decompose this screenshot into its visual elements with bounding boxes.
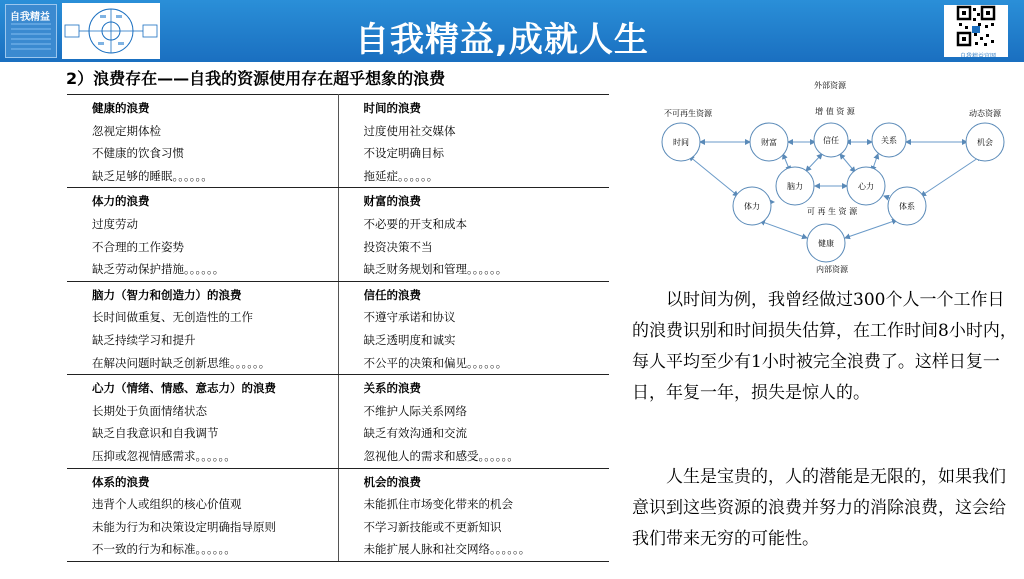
waste-item: 未能扩展人脉和社交网络。。。。。。 (363, 542, 531, 557)
waste-item: 不维护人际关系网络 (363, 403, 467, 418)
node-health-label: 健康 (818, 239, 834, 248)
header-banner (0, 0, 1024, 62)
table-cell (67, 281, 338, 374)
waste-category-title: 体系的浪费 (92, 474, 150, 489)
table-cell (338, 375, 609, 468)
book-cover-pattern (11, 23, 51, 51)
node-opportunity-label: 机会 (977, 138, 993, 147)
table-cell (67, 188, 338, 281)
waste-item: 不合理的工作姿势 (92, 239, 184, 254)
table-cell (67, 375, 338, 468)
waste-item: 不必要的开支和成本 (363, 216, 467, 231)
qr-code-caption: 自我精益官网 (959, 53, 996, 60)
node-time-label: 时间 (673, 138, 689, 147)
waste-item: 忽视他人的需求和感受。。。。。。 (363, 448, 519, 463)
waste-item: 在解决问题时缺乏创新思维。。。。。。 (92, 355, 271, 370)
table-row (67, 281, 609, 374)
waste-item: 投资决策不当 (363, 239, 433, 254)
waste-category-title: 信任的浪费 (363, 287, 421, 302)
waste-category-title: 心力（情绪、情感、意志力）的浪费 (92, 381, 276, 396)
waste-item: 过度劳动 (92, 216, 138, 231)
table-cell (338, 281, 609, 374)
waste-item: 缺乏透明度和诚实 (363, 332, 456, 347)
node-body-label: 体力 (744, 202, 760, 211)
waste-category-title: 财富的浪费 (363, 194, 421, 209)
waste-item: 缺乏持续学习和提升 (92, 332, 196, 347)
waste-item: 不设定明确目标 (363, 146, 444, 161)
qr-code-icon (944, 5, 1008, 57)
table-row (67, 95, 609, 188)
waste-item: 违背个人或组织的核心价值观 (92, 497, 242, 512)
dynamic-resources-label: 动态资源 (969, 109, 1001, 118)
waste-item: 拖延症。。。。。。 (363, 168, 439, 183)
section-title: 2）浪费存在——自我的资源使用存在超乎想象的浪费 (66, 69, 446, 88)
table-cell (338, 95, 609, 188)
waste-category-title: 脑力（智力和创造力）的浪费 (92, 287, 242, 302)
waste-item: 缺乏足够的睡眠。。。。。。 (92, 168, 213, 183)
external-resources-label: 外部资源 (814, 81, 846, 90)
waste-item: 缺乏财务规划和管理。。。。。。 (363, 262, 508, 277)
waste-item: 缺乏自我意识和自我调节 (92, 426, 219, 441)
table-cell (67, 468, 338, 561)
paragraph-time-example: 以时间为例，我曾经做过300个人一个工作日的浪费识别和时间损失估算，在工作时间8小时内，每人平均至少有1小时被完全浪费了。这样日复一日，年复一年，损失是惊人的。 (632, 290, 1017, 403)
renewable-resources-label: 可 再 生 资 源 (806, 207, 858, 216)
waste-item: 缺乏有效沟通和交流 (363, 426, 467, 441)
book-cover-title: 自我精益 (10, 12, 50, 23)
internal-resources-label: 内部资源 (816, 265, 848, 274)
mindmap-thumbnail (62, 3, 160, 59)
node-heart-label: 心力 (858, 182, 874, 191)
waste-item: 不一致的行为和标准。。。。。。 (92, 542, 236, 557)
node-system-label: 体系 (899, 202, 915, 211)
waste-category-title: 健康的浪费 (92, 101, 150, 115)
waste-item: 压抑或忽视情感需求。。。。。。 (92, 448, 236, 463)
waste-item: 缺乏劳动保护措施。。。。。。 (92, 262, 225, 277)
waste-item: 未能为行为和决策设定明确指导原则 (92, 519, 276, 534)
waste-item: 不健康的饮食习惯 (92, 146, 184, 161)
mindmap-thumbnail-graphic (62, 3, 160, 59)
waste-item: 长期处于负面情绪状态 (92, 403, 207, 418)
node-wealth-label: 财富 (761, 138, 777, 147)
waste-item: 不学习新技能或不更新知识 (363, 519, 502, 534)
waste-item: 长时间做重复、无创造性的工作 (92, 310, 253, 325)
waste-category-title: 体力的浪费 (92, 194, 150, 209)
nonrenewable-resources-label: 不可再生资源 (664, 109, 712, 118)
table-row (67, 468, 609, 561)
book-cover-image (5, 4, 57, 58)
table-row (67, 188, 609, 281)
waste-item: 过度使用社交媒体 (363, 123, 456, 138)
page-title: 自我精益,成就人生 (355, 20, 649, 60)
waste-table (67, 94, 609, 562)
table-row (67, 375, 609, 468)
waste-category-title: 机会的浪费 (363, 474, 421, 489)
node-trust-label: 信任 (823, 136, 839, 145)
node-relation-label: 关系 (881, 136, 897, 145)
waste-category-title: 时间的浪费 (363, 101, 421, 115)
waste-table-body (67, 95, 609, 562)
table-cell (338, 188, 609, 281)
waste-category-title: 关系的浪费 (363, 381, 421, 396)
waste-item: 不遵守承诺和协议 (363, 310, 456, 325)
resource-diagram (650, 76, 1020, 276)
qr-code-graphic (944, 5, 1008, 51)
waste-item: 不公平的决策和偏见。。。。。。 (363, 355, 508, 370)
table-cell (67, 95, 338, 188)
node-brain-label: 脑力 (787, 182, 803, 191)
paragraph-potential: 人生是宝贵的，人的潜能是无限的，如果我们意识到这些资源的浪费并努力的消除浪费，这会给我们带来无穷的可能性。 (632, 467, 1006, 549)
table-cell (338, 468, 609, 561)
waste-item: 忽视定期体检 (92, 123, 161, 138)
waste-item: 未能抓住市场变化带来的机会 (363, 497, 513, 512)
value-add-resources-label: 增 值 资 源 (815, 107, 855, 116)
